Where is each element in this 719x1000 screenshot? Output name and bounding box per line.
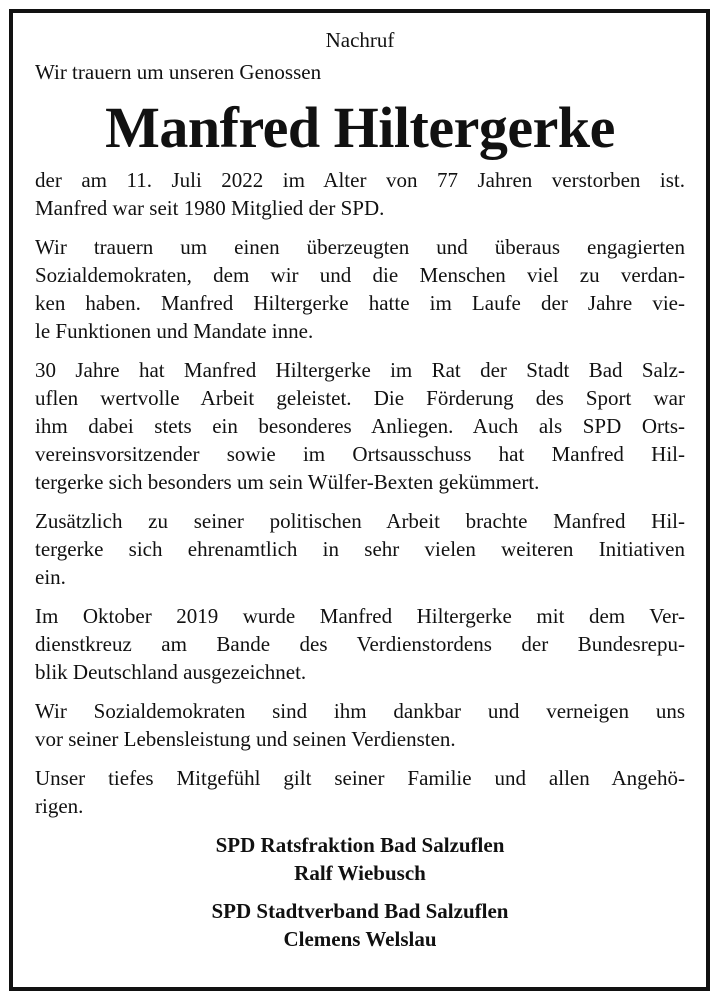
paragraph-volunteering bbox=[35, 507, 685, 591]
text-line: rigen. bbox=[35, 794, 84, 818]
text-line: Wir Sozialdemokraten sind ihm dankbar und verneigen uns bbox=[35, 699, 685, 723]
paragraph-gratitude bbox=[35, 697, 685, 753]
signature-organization: SPD Stadtverband Bad Salzuflen bbox=[211, 899, 509, 923]
text-line: tergerke sich besonders um sein Wülfer-Bexten gekümmert. bbox=[35, 470, 540, 494]
notice-intro: Wir trauern um unseren Genossen bbox=[35, 60, 322, 84]
paragraph-death-date bbox=[35, 166, 685, 222]
paragraph-condolences bbox=[35, 764, 685, 820]
text-line: le Funktionen und Mandate inne. bbox=[35, 319, 314, 343]
signature-person: Clemens Welslau bbox=[283, 927, 437, 951]
text-line: vor seiner Lebensleistung und seinen Verdiensten. bbox=[35, 727, 456, 751]
text-line: Wir trauern um einen überzeugten und überaus engagierten bbox=[35, 235, 685, 259]
text-line: Unser tiefes Mitgefühl gilt seiner Familie und allen Angehö- bbox=[35, 766, 685, 790]
text-line: 30 Jahre hat Manfred Hiltergerke im Rat der Stadt Bad Salz- bbox=[35, 358, 685, 382]
deceased-name: Manfred Hiltergerke bbox=[105, 95, 615, 160]
text-line: ein. bbox=[35, 565, 66, 589]
signature-ratsfraktion bbox=[35, 831, 685, 887]
text-line: der am 11. Juli 2022 im Alter von 77 Jahren verstorben ist. bbox=[35, 168, 685, 192]
paragraph-tribute bbox=[35, 233, 685, 345]
text-line: Sozialdemokraten, dem wir und die Menschen viel zu verdan- bbox=[35, 263, 685, 287]
paragraph-award bbox=[35, 602, 685, 686]
notice-kicker: Nachruf bbox=[325, 28, 395, 52]
signature-organization: SPD Ratsfraktion Bad Salzuflen bbox=[215, 833, 505, 857]
text-line: vereinsvorsitzender sowie im Ortsausschuss hat Manfred Hil- bbox=[35, 442, 685, 466]
notice-body bbox=[35, 166, 685, 820]
text-line: Zusätzlich zu seiner politischen Arbeit brachte Manfred Hil- bbox=[35, 509, 685, 533]
text-line: Im Oktober 2019 wurde Manfred Hiltergerke mit dem Ver- bbox=[35, 604, 685, 628]
text-line: ken haben. Manfred Hiltergerke hatte im Laufe der Jahre vie- bbox=[35, 291, 685, 315]
text-line: uflen wertvolle Arbeit geleistet. Die Förderung des Sport war bbox=[35, 386, 685, 410]
text-line: blik Deutschland ausgezeichnet. bbox=[35, 660, 307, 684]
signature-stadtverband bbox=[35, 897, 685, 953]
text-line: ihm dabei stets ein besonderes Anliegen. Auch als SPD Orts- bbox=[35, 414, 685, 438]
text-line: tergerke sich ehrenamtlich in sehr vielen weiteren Initiativen bbox=[35, 537, 685, 561]
text-line: Manfred war seit 1980 Mitglied der SPD. bbox=[35, 196, 385, 220]
text-line: dienstkreuz am Bande des Verdienstordens der Bundesrepu- bbox=[35, 632, 685, 656]
paragraph-council-work bbox=[35, 356, 685, 496]
signature-person: Ralf Wiebusch bbox=[294, 861, 426, 885]
obituary-notice bbox=[35, 26, 685, 953]
